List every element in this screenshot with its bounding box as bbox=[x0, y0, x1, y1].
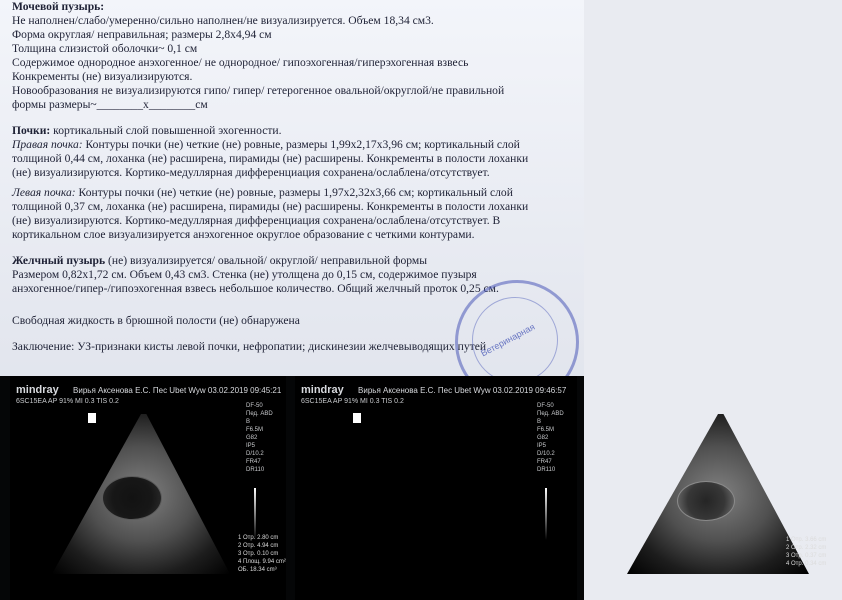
bladder-line: Содержимое однородное анэхогенное/ не однородное/ гипоэхогенная/гиперэхогенная взвесь bbox=[12, 56, 469, 69]
measurement-value: 2 Отр. 4.94 cm bbox=[238, 543, 279, 549]
gallbladder-line: Размером 0,82х1,72 см. Объем 0,43 см3. Стенка (не) утолщена до 0,15 см, содержимое пузыря bbox=[12, 268, 477, 281]
measurement-value: 4 Отр. 0.34 cm bbox=[786, 561, 827, 567]
measurement-value: 1 Отр. 3.66 cm bbox=[786, 537, 827, 543]
left-kidney-line: (не) визуализируются. Кортико-медуллярная дифференциация сохранена/ослаблена/отсутствует. В bbox=[12, 214, 501, 227]
measurement-value: 1 Отр. 2.80 cm bbox=[238, 535, 279, 541]
mindray-logo: mindray bbox=[16, 384, 59, 396]
bladder-line: Новообразования не визуализируются гипо/ гипер/ гетерогенное овальной/округлой/не правильной bbox=[12, 84, 505, 97]
bladder-line: формы размеры~________х________см bbox=[12, 98, 208, 111]
stamp-text: Ветеринарная bbox=[479, 321, 537, 359]
scan-marker-icon bbox=[88, 413, 96, 423]
left-kidney-line: кортикальном слое визуализируется анэхогенное округлое образование с четкими контурами. bbox=[12, 228, 475, 241]
panel-value: F6.5M bbox=[537, 427, 555, 433]
scan-meta: 6SC15EA AP 91% MI 0.3 TIS 0.2 bbox=[16, 398, 119, 405]
panel-value: IP5 bbox=[246, 443, 256, 449]
panel-value: G82 bbox=[537, 435, 549, 441]
bladder-line: Форма округлая/ неправильная; размеры 2,8х4,94 см bbox=[12, 28, 272, 41]
section-spacer bbox=[12, 242, 578, 254]
left-kidney-text: Контуры почки (не) четкие (не) ровные, размеры 1,97х2,32х3,66 см; кортикальный слой bbox=[75, 186, 513, 199]
panel-value: DF-50 bbox=[537, 403, 554, 409]
right-kidney-first-line bbox=[12, 138, 578, 152]
kidneys-title: Почки: bbox=[12, 124, 51, 137]
panel-value: F6.5M bbox=[246, 427, 264, 433]
scan-header-text: Вирья Аксенова Е.С. Пес Ubet Wyw 03.02.2019 09:45:21 bbox=[73, 386, 282, 395]
scan-header bbox=[301, 384, 566, 396]
right-kidney-line: (не) визуализируются. Кортико-медуллярная дифференциация сохранена/ослаблена/отсутствует. bbox=[12, 166, 490, 179]
scan-measurements bbox=[238, 534, 294, 574]
gallbladder-title: Желчный пузырь bbox=[12, 254, 106, 267]
panel-value: DR110 bbox=[246, 467, 265, 473]
conclusion-text: Заключение: УЗ-признаки кисты левой почки, нефропатии; дискинезии желчевыводящих путей bbox=[12, 340, 487, 353]
kidney-shape bbox=[677, 481, 735, 521]
bladder-line: Конкременты (не) визуализируются. bbox=[12, 70, 193, 83]
gallbladder-line: анэхогенное/гипер-/гипоэхогенная взвесь небольшое количество. Общий желчный проток 0,25 см. bbox=[12, 282, 499, 295]
kidneys-heading-line bbox=[12, 124, 578, 138]
ultrasound-scans bbox=[0, 376, 827, 600]
panel-value: FR47 bbox=[246, 459, 261, 465]
gray-scale-bar bbox=[254, 488, 256, 540]
bladder-ultrasound-image bbox=[10, 376, 286, 600]
panel-value: DF-50 bbox=[246, 403, 263, 409]
gray-scale-bar bbox=[545, 488, 547, 540]
section-spacer bbox=[12, 112, 578, 124]
right-kidney-line: толщиной 0,44 см, лоханка (не) расширена, пирамиды (не) расширены. Конкременты в полости лоханки bbox=[12, 152, 529, 165]
panel-value: Пед. ABD bbox=[537, 411, 564, 417]
scan-marker-icon bbox=[353, 413, 361, 423]
kidneys-intro: кортикальный слой повышенной эхогенности. bbox=[50, 124, 282, 137]
panel-value: B bbox=[246, 419, 251, 425]
measurement-value: 2 Отр. 2.32 cm bbox=[786, 545, 827, 551]
panel-value: Пед. ABD bbox=[246, 411, 273, 417]
scan-side-panel bbox=[537, 402, 571, 474]
measurement-value: 3 Отр. 0.37 cm bbox=[786, 553, 827, 559]
measurement-value: 4 Площ. 9.94 cm² bbox=[238, 559, 286, 565]
bladder-line: Не наполнен/слабо/умеренно/сильно наполнен/не визуализируется. Объем 18,34 см3. bbox=[12, 14, 434, 27]
mindray-logo: mindray bbox=[301, 384, 344, 396]
right-kidney-text: Контуры почки (не) четкие (не) ровные, размеры 1,99х2,17х3,96 см; кортикальный слой bbox=[82, 138, 520, 151]
panel-value: D/10.2 bbox=[246, 451, 264, 457]
scan-header bbox=[16, 384, 281, 396]
kidney-ultrasound-image bbox=[295, 376, 827, 600]
panel-value: DR110 bbox=[537, 467, 556, 473]
panel-value: G82 bbox=[246, 435, 258, 441]
left-kidney-first-line bbox=[12, 186, 578, 200]
bladder-shape bbox=[102, 476, 162, 520]
scan-meta: 6SC15EA AP 91% MI 0.3 TIS 0.2 bbox=[301, 398, 404, 405]
panel-value: FR47 bbox=[537, 459, 552, 465]
panel-value: IP5 bbox=[537, 443, 547, 449]
measurement-value: 3 Отр. 0.10 cm bbox=[238, 551, 279, 557]
scan-measurements bbox=[786, 536, 842, 568]
panel-value: D/10.2 bbox=[537, 451, 555, 457]
scan-header-text: Вирья Аксенова Е.С. Пес Ubet Wyw 03.02.2019 09:46:57 bbox=[358, 386, 567, 395]
free-fluid-text: Свободная жидкость в брюшной полости (не) обнаружена bbox=[12, 314, 300, 327]
left-kidney-label: Левая почка: bbox=[12, 186, 76, 199]
measurement-value: ОБ. 18.34 cm³ bbox=[238, 567, 277, 573]
bladder-title: Мочевой пузырь: bbox=[12, 0, 105, 13]
gallbladder-heading-line bbox=[12, 254, 578, 268]
right-kidney-label: Правая почка: bbox=[12, 138, 83, 151]
gallbladder-first-line: (не) визуализируется/ овальной/ округлой/ неправильной формы bbox=[105, 254, 428, 267]
scan-side-panel bbox=[246, 402, 280, 474]
left-kidney-line: толщиной 0,37 см, лоханка (не) расширена, пирамиды (не) расширены. Конкременты в полости лоханки bbox=[12, 200, 529, 213]
bladder-line: Толщина слизистой оболочки~ 0,1 см bbox=[12, 42, 198, 55]
panel-value: B bbox=[537, 419, 542, 425]
